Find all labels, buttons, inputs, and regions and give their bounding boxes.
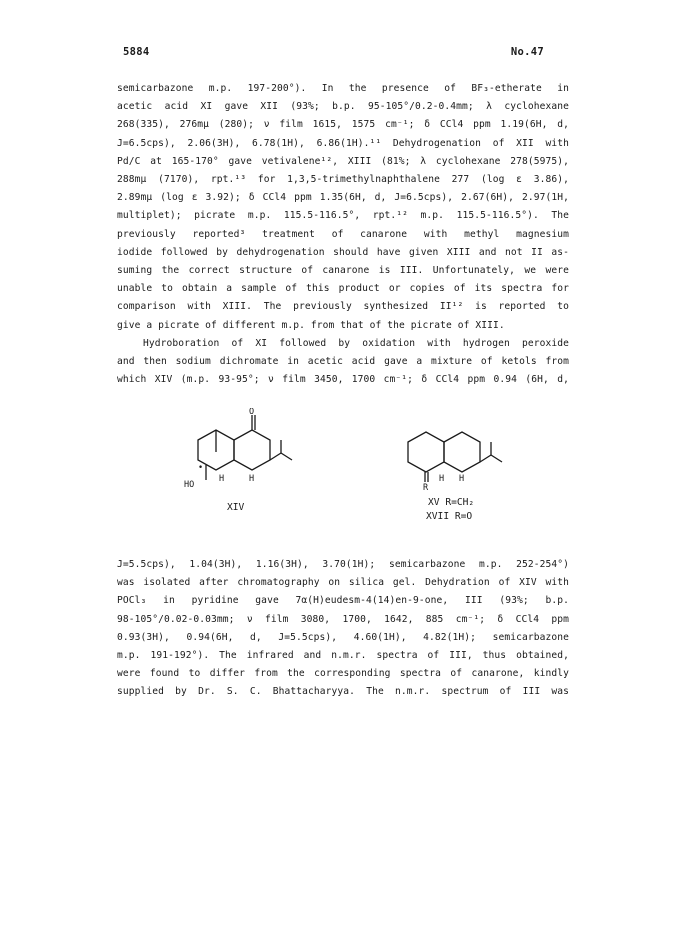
text-line: suming the correct structure of canarone is III. Unfortunately, we were [117,265,569,277]
text-line: comparison with XIII. The previously synthesized II¹² is reported to [117,301,569,313]
text-line: 2.89mμ (log ε 3.92); δ CCl4 ppm 1.35(6H, d, J=6.5cps), 2.67(6H), 2.97(1H, [117,192,569,204]
h-atom: H [439,474,445,484]
hydroxyl-label: HO [184,480,195,490]
isopropyl-bond [270,453,281,460]
paragraph-3 [117,556,569,702]
text-line: unable to obtain a sample of this product or copies of its spectra for [117,283,569,295]
text-line: POCl₃ in pyridine gave 7α(H)eudesm-4(14)en-9-one, III (93%; b.p. [117,595,569,607]
text-line: which XIV (m.p. 93-95°; ν film 3450, 1700 cm⁻¹; δ CCl4 ppm 0.94 (6H, d, [117,374,569,386]
text-line: supplied by Dr. S. C. Bhattacharyya. The n.m.r. spectrum of III was [117,686,569,698]
isopropyl-methyl-2 [281,453,292,460]
oxygen-atom: O [249,408,255,417]
text-line: was isolated after chromatography on silica gel. Dehydration of XIV with [117,577,569,589]
r-group: R [423,483,429,490]
text-line: were found to differ from the corresponding spectra of canarone, kindly [117,668,569,680]
structure-xiv-drawing [175,408,325,498]
h-atom: H [249,474,255,484]
ring-a [408,432,444,472]
text-line: m.p. 191-192°). The infrared and n.m.r. spectra of III, thus obtained, [117,650,569,662]
caption-xv: XV R=CH₂ [428,497,475,508]
ring-b [444,432,480,472]
text-line: acetic acid XI gave XII (93%; b.p. 95-105°/0.2-0.4mm; λ cyclohexane [117,101,569,113]
isopropyl-methyl-2 [491,455,502,462]
text-line: Hydroboration of XI followed by oxidation with hydrogen peroxide [143,337,569,349]
structure-xiv [175,408,325,498]
text-line: iodide followed by dehydrogenation should have given XIII and not II as- [117,246,569,258]
structure-xv-drawing [394,420,534,490]
ring-b [234,430,270,470]
text-line: semicarbazone m.p. 197-200°). In the presence of BF₃-etherate in [117,83,569,94]
journal-issue: No.47 [510,46,544,58]
text-line: 98-105°/0.02-0.03mm; ν film 3080, 1700, 1642, 885 cm⁻¹; δ CCl4 ppm [117,613,569,625]
text-line: give a picrate of different m.p. from that of the picrate of XIII. [117,319,505,331]
page-number: 5884 [123,46,150,58]
caption-xiv: XIV [227,502,245,513]
text-line: J=6.5cps), 2.06(3H), 6.78(1H), 6.86(1H).¹¹ Dehydrogenation of XII with [117,137,569,149]
h-atom: H [219,474,225,484]
caption-xvii: XVII R=O [426,511,473,522]
text-line: 268(335), 276mμ (280); ν film 1615, 1575 cm⁻¹; δ CCl4 ppm 1.19(6H, d, [117,119,569,131]
paragraph-1 [117,80,569,389]
h-atom: H [459,474,465,484]
structure-xv-xvii [394,420,534,490]
text-line: J=5.5cps), 1.04(3H), 1.16(3H), 3.70(1H); semicarbazone m.p. 252-254°) [117,559,569,570]
text-line: Pd/C at 165-170° gave vetivalene¹², XIII (81%; λ cyclohexane 278(5975), [117,155,569,167]
text-line: and then sodium dichromate in acetic acid gave a mixture of ketols from [117,356,569,368]
text-line: multiplet); picrate m.p. 115.5-116.5°, rpt.¹² m.p. 115.5-116.5°). The [117,210,569,222]
text-line: previously reported³ treatment of canarone with methyl magnesium [117,228,569,240]
text-line: 0.93(3H), 0.94(6H, d, J=5.5cps), 4.60(1H), 4.82(1H); semicarbazone [117,631,569,643]
isopropyl-bond [480,455,491,462]
methyl-dot: • [198,463,204,473]
text-line: 288mμ (7170), rpt.¹³ for 1,3,5-trimethylnaphthalene 277 (log ε 3.86), [117,174,569,186]
